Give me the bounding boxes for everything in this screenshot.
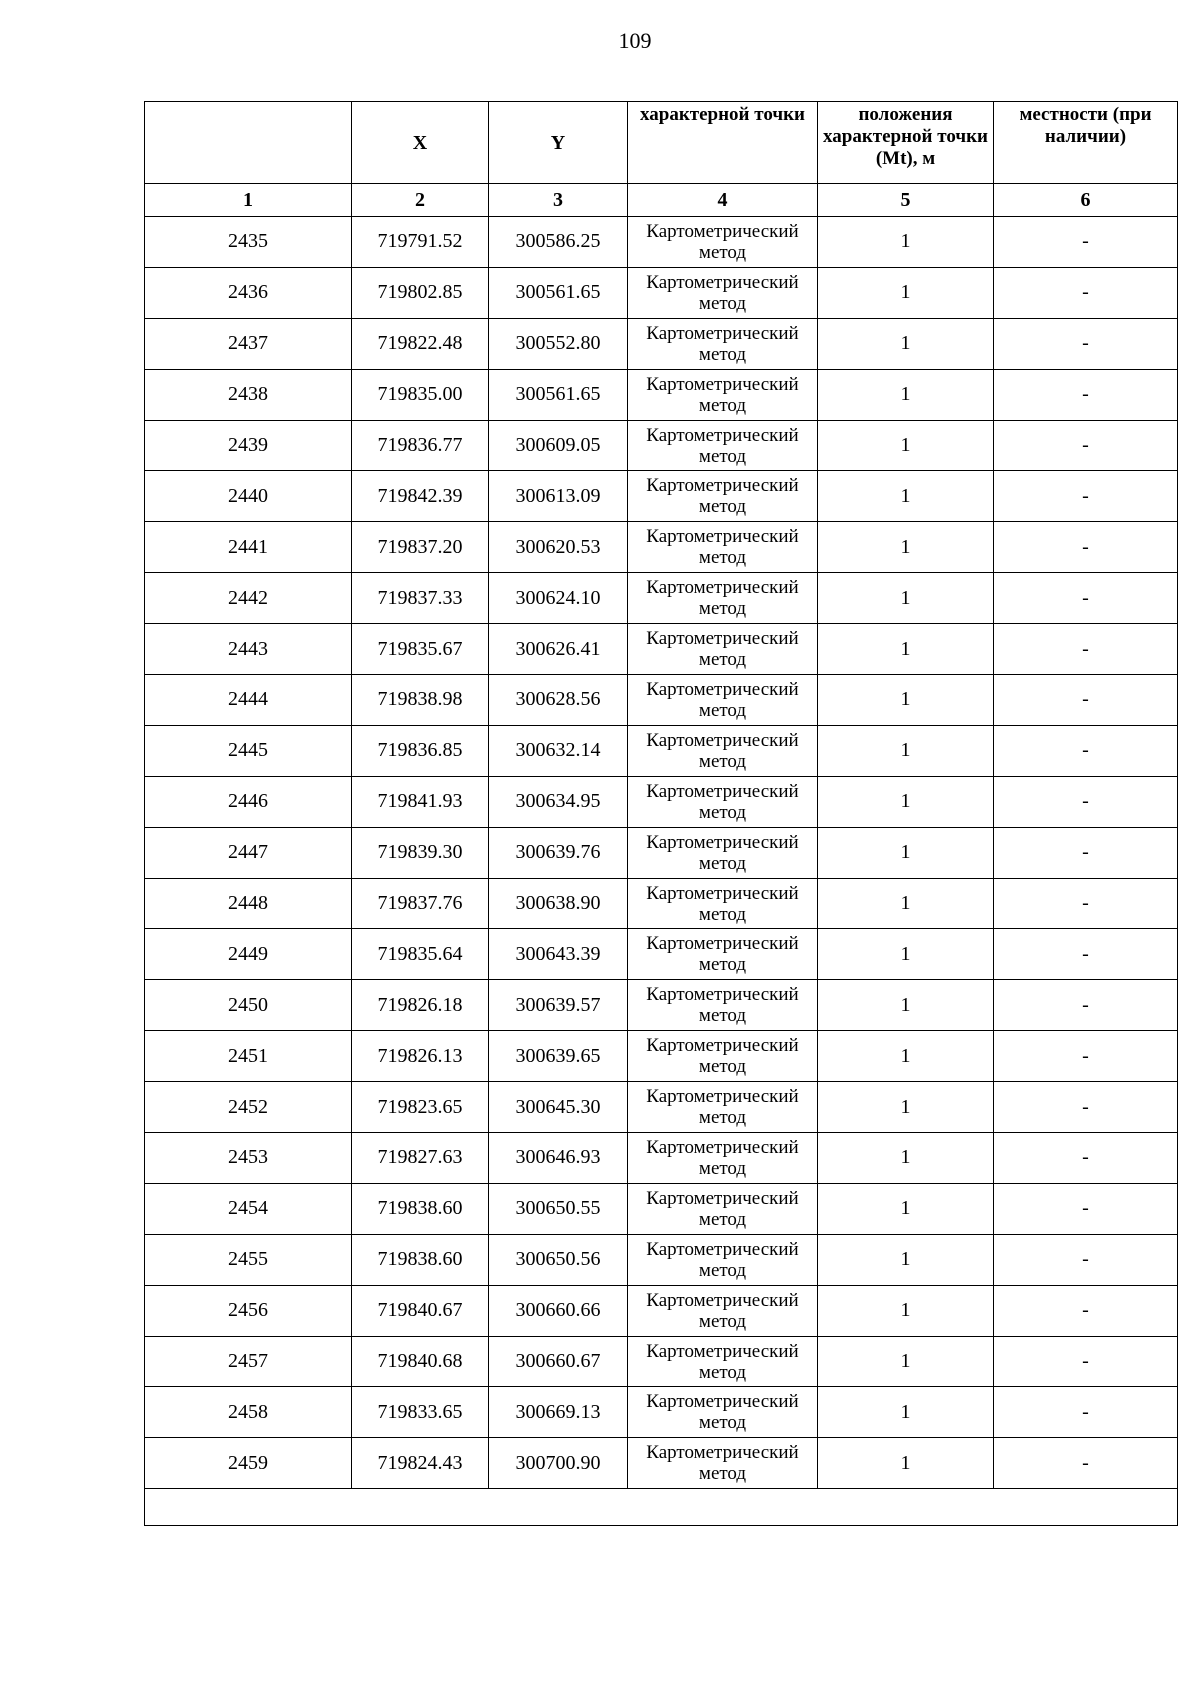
column-number: 6 bbox=[994, 184, 1178, 217]
x-coordinate-cell: 719836.77 bbox=[352, 420, 489, 471]
point-number-cell: 2456 bbox=[145, 1285, 352, 1336]
description-cell: - bbox=[994, 624, 1178, 675]
point-number-cell: 2442 bbox=[145, 573, 352, 624]
description-cell: - bbox=[994, 725, 1178, 776]
header-cell-description: местности (при наличии) bbox=[994, 102, 1178, 184]
mt-cell: 1 bbox=[818, 624, 994, 675]
header-cell-method: характерной точки bbox=[628, 102, 818, 184]
table-row bbox=[145, 827, 1178, 878]
description-cell: - bbox=[994, 369, 1178, 420]
description-cell: - bbox=[994, 1387, 1178, 1438]
column-number: 4 bbox=[628, 184, 818, 217]
y-coordinate-cell: 300552.80 bbox=[489, 318, 628, 369]
header-cell-1 bbox=[145, 102, 352, 184]
y-coordinate-cell: 300700.90 bbox=[489, 1438, 628, 1489]
method-cell: Картометрический метод bbox=[628, 267, 818, 318]
method-cell: Картометрический метод bbox=[628, 675, 818, 726]
point-number-cell: 2454 bbox=[145, 1183, 352, 1234]
y-coordinate-cell: 300561.65 bbox=[489, 369, 628, 420]
point-number-cell: 2449 bbox=[145, 929, 352, 980]
mt-cell: 1 bbox=[818, 573, 994, 624]
mt-cell: 1 bbox=[818, 1133, 994, 1184]
x-coordinate-cell: 719838.60 bbox=[352, 1234, 489, 1285]
x-coordinate-cell: 719837.76 bbox=[352, 878, 489, 929]
x-coordinate-cell: 719824.43 bbox=[352, 1438, 489, 1489]
description-cell: - bbox=[994, 929, 1178, 980]
y-coordinate-cell: 300639.65 bbox=[489, 1031, 628, 1082]
method-cell: Картометрический метод bbox=[628, 1438, 818, 1489]
x-coordinate-cell: 719835.00 bbox=[352, 369, 489, 420]
x-coordinate-cell: 719826.18 bbox=[352, 980, 489, 1031]
y-coordinate-cell: 300660.67 bbox=[489, 1336, 628, 1387]
method-cell: Картометрический метод bbox=[628, 827, 818, 878]
method-cell: Картометрический метод bbox=[628, 1082, 818, 1133]
mt-cell: 1 bbox=[818, 1438, 994, 1489]
header-cell-x: X bbox=[352, 102, 489, 184]
method-cell: Картометрический метод bbox=[628, 573, 818, 624]
description-cell: - bbox=[994, 1031, 1178, 1082]
y-coordinate-cell: 300645.30 bbox=[489, 1082, 628, 1133]
x-coordinate-cell: 719842.39 bbox=[352, 471, 489, 522]
table-row bbox=[145, 267, 1178, 318]
mt-cell: 1 bbox=[818, 1031, 994, 1082]
table-row bbox=[145, 675, 1178, 726]
method-cell: Картометрический метод bbox=[628, 725, 818, 776]
table-row bbox=[145, 1438, 1178, 1489]
point-number-cell: 2437 bbox=[145, 318, 352, 369]
method-cell: Картометрический метод bbox=[628, 420, 818, 471]
point-number-cell: 2443 bbox=[145, 624, 352, 675]
y-coordinate-cell: 300660.66 bbox=[489, 1285, 628, 1336]
x-coordinate-cell: 719827.63 bbox=[352, 1133, 489, 1184]
description-cell: - bbox=[994, 1133, 1178, 1184]
y-coordinate-cell: 300634.95 bbox=[489, 776, 628, 827]
table-row bbox=[145, 318, 1178, 369]
point-number-cell: 2446 bbox=[145, 776, 352, 827]
x-coordinate-cell: 719841.93 bbox=[352, 776, 489, 827]
table-row bbox=[145, 1285, 1178, 1336]
x-coordinate-cell: 719826.13 bbox=[352, 1031, 489, 1082]
x-coordinate-cell: 719838.98 bbox=[352, 675, 489, 726]
mt-cell: 1 bbox=[818, 776, 994, 827]
method-cell: Картометрический метод bbox=[628, 1336, 818, 1387]
description-cell: - bbox=[994, 573, 1178, 624]
y-coordinate-cell: 300613.09 bbox=[489, 471, 628, 522]
point-number-cell: 2435 bbox=[145, 217, 352, 268]
point-number-cell: 2452 bbox=[145, 1082, 352, 1133]
table-row bbox=[145, 980, 1178, 1031]
table-row bbox=[145, 929, 1178, 980]
point-number-cell: 2444 bbox=[145, 675, 352, 726]
x-coordinate-cell: 719822.48 bbox=[352, 318, 489, 369]
x-coordinate-cell: 719835.67 bbox=[352, 624, 489, 675]
description-cell: - bbox=[994, 675, 1178, 726]
point-number-cell: 2459 bbox=[145, 1438, 352, 1489]
y-coordinate-cell: 300609.05 bbox=[489, 420, 628, 471]
method-cell: Картометрический метод bbox=[628, 624, 818, 675]
mt-cell: 1 bbox=[818, 827, 994, 878]
description-cell: - bbox=[994, 471, 1178, 522]
method-cell: Картометрический метод bbox=[628, 318, 818, 369]
point-number-cell: 2438 bbox=[145, 369, 352, 420]
table-row bbox=[145, 217, 1178, 268]
description-cell: - bbox=[994, 1183, 1178, 1234]
x-coordinate-cell: 719840.67 bbox=[352, 1285, 489, 1336]
x-coordinate-cell: 719837.20 bbox=[352, 522, 489, 573]
y-coordinate-cell: 300561.65 bbox=[489, 267, 628, 318]
point-number-cell: 2439 bbox=[145, 420, 352, 471]
y-coordinate-cell: 300669.13 bbox=[489, 1387, 628, 1438]
x-coordinate-cell: 719802.85 bbox=[352, 267, 489, 318]
description-cell: - bbox=[994, 776, 1178, 827]
mt-cell: 1 bbox=[818, 1285, 994, 1336]
point-number-cell: 2458 bbox=[145, 1387, 352, 1438]
mt-cell: 1 bbox=[818, 675, 994, 726]
x-coordinate-cell: 719835.64 bbox=[352, 929, 489, 980]
method-cell: Картометрический метод bbox=[628, 878, 818, 929]
x-coordinate-cell: 719823.65 bbox=[352, 1082, 489, 1133]
description-cell: - bbox=[994, 217, 1178, 268]
point-number-cell: 2440 bbox=[145, 471, 352, 522]
header-cell-mt: положения характерной точки (Mt), м bbox=[818, 102, 994, 184]
x-coordinate-cell: 719839.30 bbox=[352, 827, 489, 878]
table-row bbox=[145, 369, 1178, 420]
description-cell: - bbox=[994, 827, 1178, 878]
description-cell: - bbox=[994, 878, 1178, 929]
method-cell: Картометрический метод bbox=[628, 1234, 818, 1285]
y-coordinate-cell: 300646.93 bbox=[489, 1133, 628, 1184]
y-coordinate-cell: 300639.76 bbox=[489, 827, 628, 878]
point-number-cell: 2451 bbox=[145, 1031, 352, 1082]
mt-cell: 1 bbox=[818, 1082, 994, 1133]
description-cell: - bbox=[994, 1285, 1178, 1336]
mt-cell: 1 bbox=[818, 471, 994, 522]
column-number: 1 bbox=[145, 184, 352, 217]
mt-cell: 1 bbox=[818, 1183, 994, 1234]
method-cell: Картометрический метод bbox=[628, 980, 818, 1031]
column-number: 2 bbox=[352, 184, 489, 217]
mt-cell: 1 bbox=[818, 1234, 994, 1285]
method-cell: Картометрический метод bbox=[628, 1133, 818, 1184]
mt-cell: 1 bbox=[818, 267, 994, 318]
page-number: 109 bbox=[618, 28, 652, 53]
method-cell: Картометрический метод bbox=[628, 217, 818, 268]
description-cell: - bbox=[994, 1336, 1178, 1387]
y-coordinate-cell: 300628.56 bbox=[489, 675, 628, 726]
method-cell: Картометрический метод bbox=[628, 776, 818, 827]
y-coordinate-cell: 300650.56 bbox=[489, 1234, 628, 1285]
point-number-cell: 2457 bbox=[145, 1336, 352, 1387]
method-cell: Картометрический метод bbox=[628, 1387, 818, 1438]
column-number: 5 bbox=[818, 184, 994, 217]
table-row bbox=[145, 1133, 1178, 1184]
y-coordinate-cell: 300620.53 bbox=[489, 522, 628, 573]
method-cell: Картометрический метод bbox=[628, 471, 818, 522]
mt-cell: 1 bbox=[818, 929, 994, 980]
mt-cell: 1 bbox=[818, 369, 994, 420]
mt-cell: 1 bbox=[818, 420, 994, 471]
table-row bbox=[145, 1183, 1178, 1234]
mt-cell: 1 bbox=[818, 522, 994, 573]
method-cell: Картометрический метод bbox=[628, 929, 818, 980]
mt-cell: 1 bbox=[818, 725, 994, 776]
method-cell: Картометрический метод bbox=[628, 1285, 818, 1336]
description-cell: - bbox=[994, 1438, 1178, 1489]
y-coordinate-cell: 300643.39 bbox=[489, 929, 628, 980]
mt-cell: 1 bbox=[818, 980, 994, 1031]
table-footer-row bbox=[145, 1489, 1178, 1526]
coordinates-table bbox=[144, 101, 1178, 1526]
table-row bbox=[145, 1082, 1178, 1133]
mt-cell: 1 bbox=[818, 1387, 994, 1438]
point-number-cell: 2447 bbox=[145, 827, 352, 878]
description-cell: - bbox=[994, 1234, 1178, 1285]
description-cell: - bbox=[994, 1082, 1178, 1133]
mt-cell: 1 bbox=[818, 1336, 994, 1387]
table-row bbox=[145, 471, 1178, 522]
y-coordinate-cell: 300624.10 bbox=[489, 573, 628, 624]
point-number-cell: 2450 bbox=[145, 980, 352, 1031]
x-coordinate-cell: 719838.60 bbox=[352, 1183, 489, 1234]
y-coordinate-cell: 300639.57 bbox=[489, 980, 628, 1031]
x-coordinate-cell: 719837.33 bbox=[352, 573, 489, 624]
header-row bbox=[145, 102, 1178, 184]
table-row bbox=[145, 1336, 1178, 1387]
y-coordinate-cell: 300638.90 bbox=[489, 878, 628, 929]
table-row bbox=[145, 624, 1178, 675]
method-cell: Картометрический метод bbox=[628, 1031, 818, 1082]
table-row bbox=[145, 725, 1178, 776]
description-cell: - bbox=[994, 318, 1178, 369]
footer-cell bbox=[145, 1489, 1178, 1526]
y-coordinate-cell: 300632.14 bbox=[489, 725, 628, 776]
y-coordinate-cell: 300626.41 bbox=[489, 624, 628, 675]
description-cell: - bbox=[994, 267, 1178, 318]
y-coordinate-cell: 300650.55 bbox=[489, 1183, 628, 1234]
table-row bbox=[145, 420, 1178, 471]
point-number-cell: 2441 bbox=[145, 522, 352, 573]
y-coordinate-cell: 300586.25 bbox=[489, 217, 628, 268]
column-numbers-row bbox=[145, 184, 1178, 217]
description-cell: - bbox=[994, 980, 1178, 1031]
header-cell-y: Y bbox=[489, 102, 628, 184]
method-cell: Картометрический метод bbox=[628, 1183, 818, 1234]
point-number-cell: 2448 bbox=[145, 878, 352, 929]
table-row bbox=[145, 776, 1178, 827]
mt-cell: 1 bbox=[818, 878, 994, 929]
column-number: 3 bbox=[489, 184, 628, 217]
mt-cell: 1 bbox=[818, 217, 994, 268]
point-number-cell: 2455 bbox=[145, 1234, 352, 1285]
point-number-cell: 2445 bbox=[145, 725, 352, 776]
table-body bbox=[145, 217, 1178, 1489]
x-coordinate-cell: 719840.68 bbox=[352, 1336, 489, 1387]
description-cell: - bbox=[994, 420, 1178, 471]
x-coordinate-cell: 719791.52 bbox=[352, 217, 489, 268]
method-cell: Картометрический метод bbox=[628, 522, 818, 573]
table-row bbox=[145, 1387, 1178, 1438]
mt-cell: 1 bbox=[818, 318, 994, 369]
point-number-cell: 2436 bbox=[145, 267, 352, 318]
table-row bbox=[145, 1031, 1178, 1082]
x-coordinate-cell: 719833.65 bbox=[352, 1387, 489, 1438]
table-row bbox=[145, 878, 1178, 929]
x-coordinate-cell: 719836.85 bbox=[352, 725, 489, 776]
method-cell: Картометрический метод bbox=[628, 369, 818, 420]
table-row bbox=[145, 522, 1178, 573]
description-cell: - bbox=[994, 522, 1178, 573]
table-row bbox=[145, 1234, 1178, 1285]
point-number-cell: 2453 bbox=[145, 1133, 352, 1184]
table-row bbox=[145, 573, 1178, 624]
